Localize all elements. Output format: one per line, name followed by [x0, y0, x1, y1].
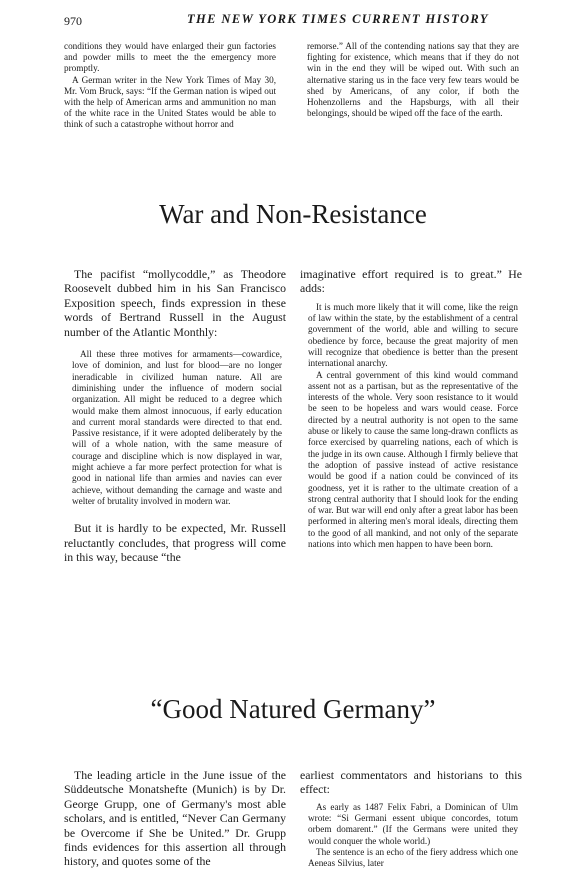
block-quote-paragraph: It is much more likely that it will come, like the reign of law within the state, by the establishment of a central government of the world, able and willing to secure obedience by force, because the great majority of men will recognize that obedience is better than the present international anarchy.	[308, 301, 518, 369]
article2-right-column	[300, 768, 522, 870]
block-quote-paragraph: As early as 1487 Felix Fabri, a Dominican of Ulm wrote: “Si Germani essent ubique concordes, totum orbem domarent.” (If the Germans were united they would conquer the whole world.)	[308, 801, 518, 846]
block-quote: All these three motives for armaments—cowardice, love of dominion, and lust for blood—are no longer ineradicable in civilized human nature. All are diminishing under the influence of modern social organization. All might be reduced to a degree which would make them almost innocuous, if early education and current moral standards were directed to that end. Passive resistance, if it were adopted deliberately by the will of a whole nation, with the same measure of courage and discipline which is now displayed in war, might achieve a far more perfect protection for what is good in national life than armies and navies can ever achieve, without demanding the carnage and waste and welter of brutality involved in modern war.	[72, 349, 282, 506]
running-title: THE NEW YORK TIMES CURRENT HISTORY	[187, 12, 489, 26]
page-number: 970	[64, 14, 82, 28]
paragraph: conditions they would have enlarged their gun factories and powder mills to meet the the emergency more promptly.	[64, 41, 276, 74]
article1-right-column	[300, 267, 522, 550]
paragraph: remorse.” All of the contending nations say that they are fighting for existence, which means that if they do not win in the end they will be wiped out. With such an alternative staring us in the face very few tears would be shed by Americans, of any color, if both the Hohenzollerns and the Hapsburgs, with all their belongings, should be wiped off the face of the earth.	[307, 41, 519, 119]
block-quote-paragraph: The sentence is an echo of the fiery address which one Aeneas Silvius, later	[308, 847, 518, 869]
paragraph: The leading article in the June issue of the Süddeutsche Monatshefte (Munich) is by Dr. George Grupp, one of Germany's most able scholars, and is entitled, “Never Can Germany be Overcome if She be United.” Dr. Grupp finds evidences for this assertion all through history, and quotes some of the	[64, 768, 286, 869]
paragraph: But it is hardly to be expected, Mr. Russell reluctantly concludes, that progress will come in this way, because “the	[64, 521, 286, 564]
article-title-good-natured-germany: “Good Natured Germany”	[150, 694, 436, 724]
paragraph: A German writer in the New York Times of May 30, Mr. Vom Bruck, says: “If the German nation is wiped out with the help of American arms and ammunition no man of the white race in the United States would be able to think of such a catastrophe without horror and	[64, 74, 276, 130]
intro-paragraph: The pacifist “mollycoddle,” as Theodore Roosevelt dubbed him in his San Francisco Exposition speech, finds expression in these words of Bertrand Russell in the August number of the Atlantic Monthly:	[64, 267, 286, 339]
paragraph: imaginative effort required is to great.” He adds:	[300, 267, 522, 296]
block-quote-paragraph: A central government of this kind would command assent not as a partisan, but as the representative of the interests of the whole. Very soon resistance to it would be seen to be hopeless and wars would cease. Force directed by a neutral authority is not open to the same abuse or likely to cause the same long-drawn conflicts as force exercised by quarreling nations, each of which is the judge in its own cause. Although I firmly believe that the adoption of passive instead of active resistance would be good if a nation could be convinced of its goodness, yet it is rather to the ultimate creation of a strong central authority that I should look for the ending of war. But war will end only after a great labor has been performed in altering men's moral ideals, directing them to the good of all mankind, and not only of the separate nations into which men happen to have been born.	[308, 369, 518, 550]
paragraph: earliest commentators and historians to this effect:	[300, 768, 522, 797]
top-left-column	[64, 41, 276, 131]
article2-left-column	[64, 768, 286, 869]
top-right-column	[307, 41, 519, 119]
article-title-war-and-non-resistance: War and Non-Resistance	[159, 199, 427, 229]
article1-left-column	[64, 267, 286, 564]
